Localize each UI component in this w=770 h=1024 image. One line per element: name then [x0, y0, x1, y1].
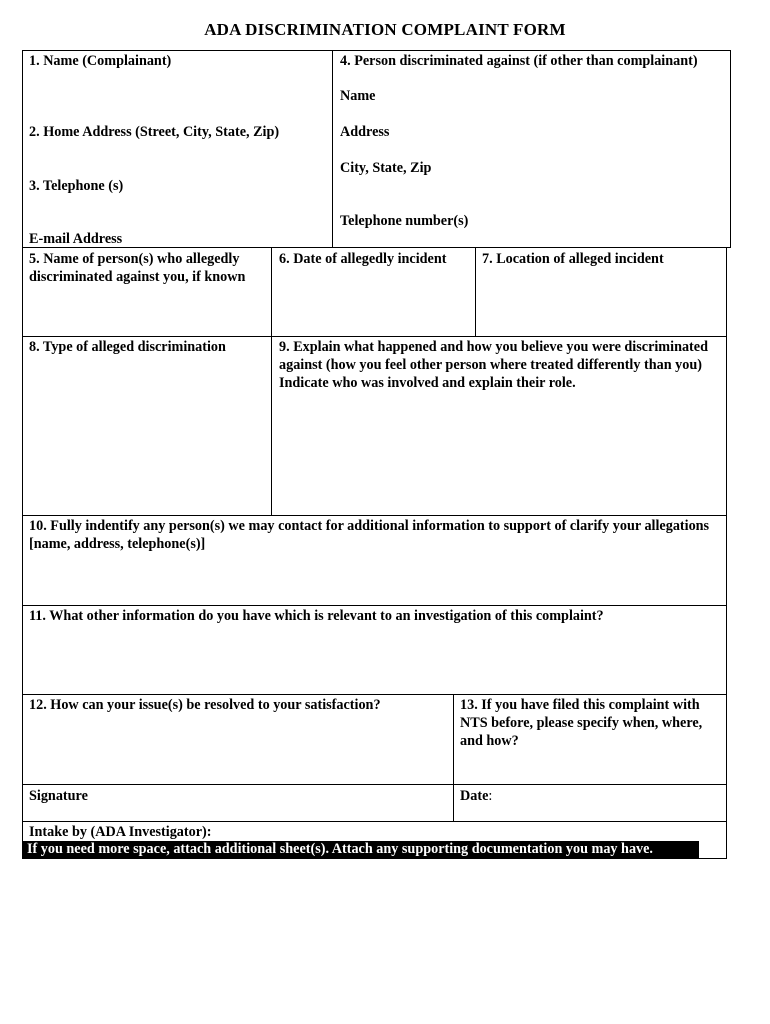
- alleged-discriminator-field[interactable]: [27, 290, 271, 336]
- telephone-label: 3. Telephone (s): [29, 178, 124, 194]
- incident-location-label: 7. Location of alleged incident: [482, 251, 664, 267]
- explanation-field[interactable]: [276, 412, 726, 514]
- person-discriminated-label: 4. Person discriminated against (if other than complainant): [340, 53, 698, 69]
- explanation-label: 9. Explain what happened and how you believe you were discriminated against (how you feel other person where treated differently than you) Indicate who was involved and explain their role.: [279, 339, 708, 391]
- discrimination-type-label: 8. Type of alleged discrimination: [29, 339, 226, 355]
- date-field[interactable]: [500, 787, 726, 819]
- prior-filing-field[interactable]: [458, 752, 727, 784]
- footer-instructions-bar: If you need more space, attach additional sheet(s). Attach any supporting documentation you may have.: [23, 841, 699, 858]
- row-line-8: [22, 515, 727, 516]
- complainant-name-label: 1. Name (Complainant): [29, 53, 172, 69]
- signature-field[interactable]: [120, 787, 452, 819]
- incident-date-label: 6. Date of allegedly incident: [279, 251, 447, 267]
- other-information-label: 11. What other information do you have which is relevant to an investigation of this complaint?: [29, 608, 604, 624]
- col-line-6-7: [475, 248, 476, 336]
- date-label: Date:: [460, 788, 493, 804]
- contacts-field[interactable]: [27, 556, 727, 604]
- row-line-12: [22, 784, 727, 785]
- row-line-signature: [22, 821, 727, 822]
- divider-top-vertical: [332, 50, 333, 248]
- col-line-12-13: [453, 694, 454, 821]
- alleged-discriminator-label: 5. Name of person(s) who allegedly discriminated against you, if known: [29, 251, 246, 285]
- row-line-5: [22, 336, 727, 337]
- person-discriminated-field[interactable]: [384, 87, 728, 109]
- home-address-field[interactable]: [27, 143, 331, 177]
- incident-date-field[interactable]: [276, 272, 474, 336]
- resolution-field[interactable]: [27, 718, 453, 784]
- person-telephone-label: Telephone number(s): [340, 213, 469, 229]
- person-city-state-zip-label: City, State, Zip: [340, 160, 432, 176]
- person-name-label: Name: [340, 88, 376, 104]
- contacts-label: 10. Fully indentify any person(s) we may contact for additional information to support of clarify your allegations [name, address, telephone(s)]: [29, 518, 710, 552]
- row-line-10: [22, 605, 727, 606]
- discrimination-type-field[interactable]: [27, 360, 271, 514]
- resolution-label: 12. How can your issue(s) be resolved to your satisfaction?: [29, 697, 381, 713]
- form-title: ADA DISCRIMINATION COMPLAINT FORM: [204, 20, 566, 39]
- footer-bottom-line: [22, 858, 727, 859]
- home-address-label: 2. Home Address (Street, City, State, Zip): [29, 124, 280, 140]
- complainant-name-field[interactable]: [27, 72, 331, 122]
- prior-filing-label: 13. If you have filed this complaint with NTS before, please specify when, where, and how?: [460, 697, 703, 749]
- col-line-5-6: [271, 248, 272, 515]
- person-address-label: Address: [340, 124, 390, 140]
- incident-location-field[interactable]: [480, 272, 726, 336]
- intake-label: Intake by (ADA Investigator):: [29, 824, 212, 840]
- email-label: E-mail Address: [29, 231, 123, 247]
- footer-right-border: [726, 822, 727, 859]
- other-information-field[interactable]: [27, 628, 727, 694]
- telephone-field[interactable]: [27, 197, 331, 231]
- signature-label: Signature: [29, 788, 88, 804]
- row-line-11: [22, 694, 727, 695]
